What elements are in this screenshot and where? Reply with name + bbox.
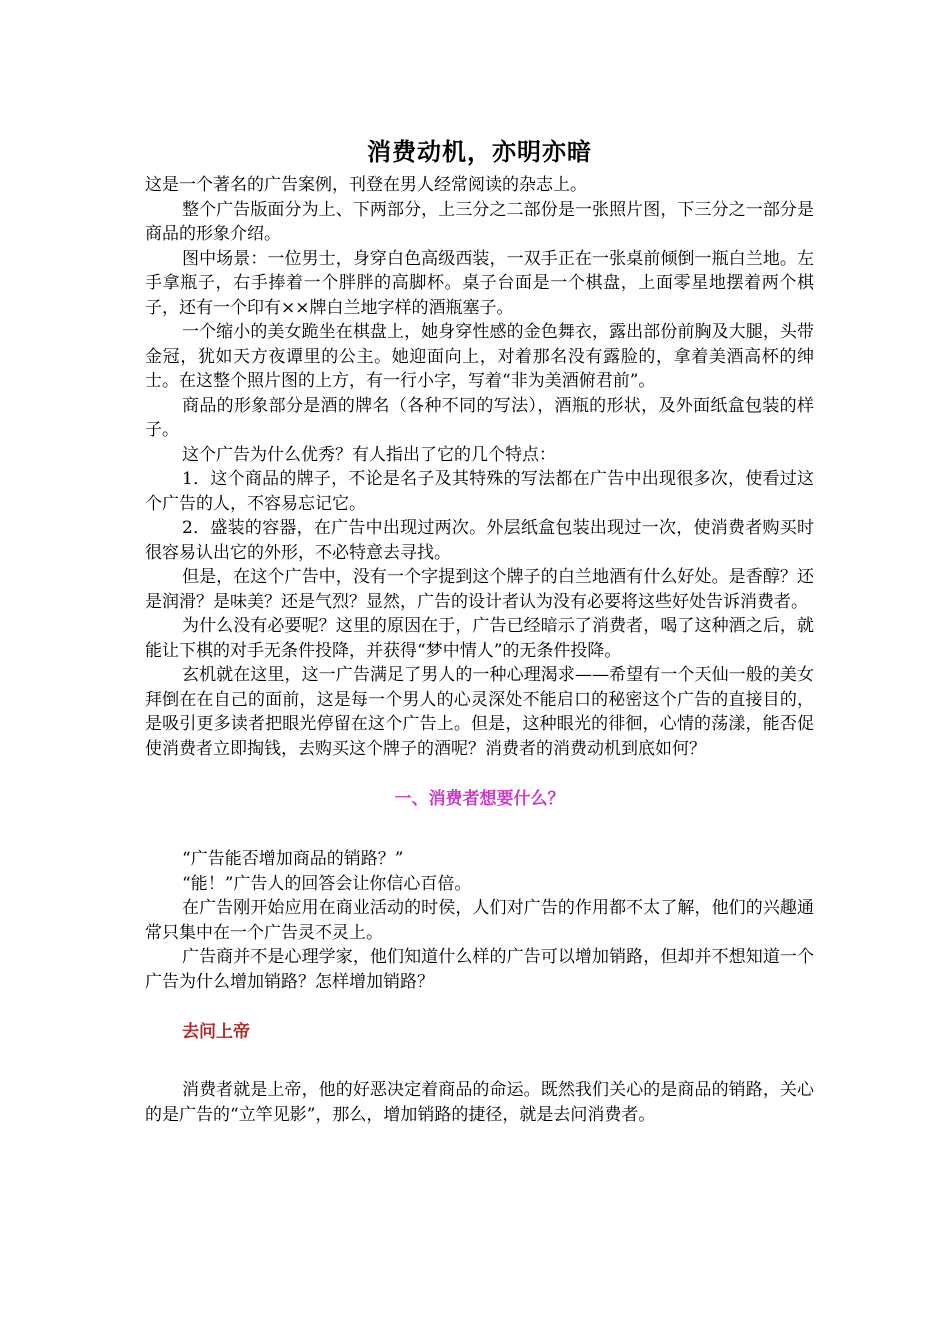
list-item: 2．盛装的容器，在广告中出现过两次。外层纸盒包装出现过一次，使消费者购买时很容易认出它的外形，不必特意去寻找。 (145, 518, 814, 563)
page-title: 消费动机，亦明亦暗 (367, 137, 592, 166)
paragraph: 在广告刚开始应用在商业活动的时侯，人们对广告的作用都不太了解，他们的兴趣通常只集中在一个广告灵不灵上。 (145, 898, 814, 943)
paragraph: 这是一个著名的广告案例，刊登在男人经常阅读的杂志上。 (145, 175, 587, 195)
paragraph: “能！”广告人的回答会让你信心百倍。 (182, 873, 472, 894)
paragraph: “广告能否增加商品的销路？” (182, 849, 404, 869)
paragraph: 一个缩小的美女跪坐在棋盘上，她身穿性感的金色舞衣，露出部份前胸及大腿，头带金冠，犹如天方夜谭里的公主。她迎面向上，对着那名没有露脸的，拿着美酒高杯的绅士。在这整个照片图的上方，有一行小字，写着“非为美酒俯君前”。 (145, 322, 814, 391)
paragraph: 但是，在这个广告中，没有一个字提到这个牌子的白兰地酒有什么好处。是香醇？还是润滑？是味美？还是气烈？显然，广告的设计者认为没有必要将这些好处告诉消费者。 (145, 567, 814, 612)
paragraph: 消费者就是上帝，他的好恶决定着商品的命运。既然我们关心的是商品的销路，关心的是广告的“立竿见影”，那么，增加销路的捷径，就是去问消费者。 (145, 1080, 814, 1125)
paragraph: 为什么没有必要呢？这里的原因在于，广告已经暗示了消费者，喝了这种酒之后，就能让下棋的对手无条件投降，并获得“梦中情人”的无条件投降。 (145, 616, 814, 661)
paragraph: 玄机就在这里，这一广告满足了男人的一种心理渴求——希望有一个天仙一般的美女拜倒在在自己的面前，这是每一个男人的心灵深处不能启口的秘密这个广告的直接目的，是吸引更多读者把眼光停留在这个广告上。但是，这种眼光的徘徊，心情的荡漾，能否促使消费者立即掏钱，去购买这个牌子的酒呢？消费者的消费动机到底如何？ (145, 665, 814, 759)
paragraph: 广告商并不是心理学家，他们知道什么样的广告可以增加销路，但却并不想知道一个广告为什么增加销路？怎样增加销路？ (145, 947, 814, 992)
subsection-heading: 去问上帝 (182, 1022, 250, 1042)
paragraph: 这个广告为什么优秀？有人指出了它的几个特点： (182, 444, 556, 465)
paragraph: 整个广告版面分为上、下两部分，上三分之二部份是一张照片图，下三分之一部分是商品的形象介绍。 (145, 199, 814, 244)
paragraph: 商品的形象部分是酒的牌名（各种不同的写法），酒瓶的形状，及外面纸盒包装的样子。 (145, 395, 814, 440)
paragraph: 图中场景：一位男士，身穿白色高级西装，一双手正在一张桌前倾倒一瓶白兰地。左手拿瓶子，右手捧着一个胖胖的高脚杯。桌子台面是一个棋盘，上面零星地摆着两个棋子，还有一个印有××牌白兰地字样的酒瓶塞子。 (145, 248, 814, 318)
section-heading: 一、消费者想要什么？ (394, 789, 565, 809)
list-item: 1．这个商品的牌子，不论是名子及其特殊的写法都在广告中出现很多次，使看过这个广告的人，不容易忘记它。 (145, 469, 814, 514)
